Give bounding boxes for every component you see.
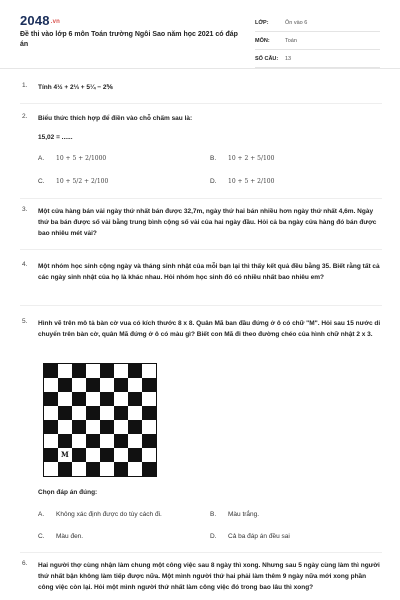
board-square: [58, 406, 72, 420]
header: [0, 0, 400, 68]
board-square: [44, 392, 58, 406]
board-square: [44, 420, 58, 434]
option-label: B.: [210, 155, 217, 162]
question-number: 1.: [22, 82, 28, 89]
board-square: [114, 462, 128, 476]
board-square: [72, 378, 86, 392]
board-square: [142, 378, 156, 392]
divider: [20, 198, 382, 199]
board-square: [100, 406, 114, 420]
question-number: 3.: [22, 206, 28, 213]
meta-table: [255, 14, 380, 68]
question-sub: Chọn đáp án đúng:: [38, 489, 98, 496]
board-square: [44, 406, 58, 420]
option-b[interactable]: [210, 155, 274, 162]
board-square: [114, 392, 128, 406]
board-square: [142, 406, 156, 420]
board-square: [58, 448, 72, 462]
option-text: 10 + 5/2 + 2/100: [56, 178, 109, 185]
board-square: [86, 364, 100, 378]
board-square: [44, 434, 58, 448]
logo-suffix: .vn: [50, 18, 61, 25]
meta-value: 13: [285, 55, 292, 62]
option-label: B.: [210, 511, 217, 518]
board-square: [128, 420, 142, 434]
board-square: [100, 462, 114, 476]
option-label: C.: [38, 533, 45, 540]
board-square: [114, 364, 128, 378]
question-text: Biểu thức thích hợp để điền vào chỗ chấm sau là:: [38, 115, 193, 122]
board-square: [86, 406, 100, 420]
option-c[interactable]: [38, 178, 108, 185]
site-logo[interactable]: [20, 13, 60, 28]
board-square: [58, 462, 72, 476]
question-text: Một cửa hàng bán vải ngày thứ nhất bán được 32,7m, ngày thứ hai bán nhiều hơn ngày thứ nhất 4,6m. Ngày thứ ba bán được số vải bằng trung bình cộng số vải của hai ngày đầu. Hỏi cả ba ngày cửa hàng đó bán được bao nhiêu mét vải?: [38, 208, 377, 237]
meta-key: MÔN:: [255, 37, 270, 44]
option-text: 10 + 5 + 2/100: [228, 178, 275, 185]
board-square: [72, 364, 86, 378]
board-square: [142, 448, 156, 462]
board-square: [128, 434, 142, 448]
meta-value: Ôn vào 6: [285, 19, 308, 26]
board-square: [128, 392, 142, 406]
divider: [20, 103, 382, 104]
logo-text: 2048: [20, 13, 50, 28]
board-square: [100, 448, 114, 462]
board-square: [72, 434, 86, 448]
option-d[interactable]: [210, 178, 274, 185]
question-sub: 15,02 = ......: [38, 134, 73, 141]
board-square: [72, 448, 86, 462]
board-square: [128, 364, 142, 378]
option-b[interactable]: [210, 511, 259, 518]
question-number: 6.: [22, 560, 28, 567]
board-square: [114, 406, 128, 420]
meta-key: LỚP:: [255, 19, 269, 26]
board-square: [128, 462, 142, 476]
divider: [20, 249, 382, 250]
board-square: [142, 420, 156, 434]
board-square: [58, 392, 72, 406]
board-square: [114, 420, 128, 434]
divider: [20, 305, 382, 306]
board-square: [72, 420, 86, 434]
option-label: C.: [38, 178, 45, 185]
board-square: [142, 462, 156, 476]
board-square: [100, 434, 114, 448]
board-square: [114, 378, 128, 392]
question-number: 2.: [22, 113, 28, 120]
board-square: [128, 406, 142, 420]
option-text: Không xác định được do tùy cách đi.: [56, 511, 162, 518]
board-square: [86, 462, 100, 476]
meta-row-subject: [255, 32, 380, 50]
board-square: [72, 406, 86, 420]
question-number: 5.: [22, 318, 28, 325]
board-square: [58, 378, 72, 392]
board-square: [44, 462, 58, 476]
board-square: [44, 448, 58, 462]
board-square: [128, 448, 142, 462]
board-square: [58, 434, 72, 448]
knight-marker: M: [61, 450, 69, 459]
board-square: [86, 420, 100, 434]
option-a[interactable]: [38, 155, 106, 162]
board-square: [58, 420, 72, 434]
option-label: A.: [38, 155, 45, 162]
board-square: [44, 364, 58, 378]
option-label: A.: [38, 511, 45, 518]
board-square: [142, 364, 156, 378]
board-square: [72, 392, 86, 406]
header-divider: [0, 68, 400, 69]
option-label: D.: [210, 533, 217, 540]
question-text: Hình vẽ trên mô tả bàn cờ vua có kích thước 8 x 8. Quân Mã ban đầu đứng ở ô có chữ "M". Hỏi sau 15 nước di chuyển trên bàn cờ, quân Mã đứng ở ô có màu gì? Biết con Mã đi theo đường chéo của hình chữ nhật 2 x 3.: [38, 320, 381, 338]
board-square: [44, 378, 58, 392]
board-square: [100, 378, 114, 392]
board-square: [100, 420, 114, 434]
question-text: Hai người thợ cùng nhận làm chung một công việc sau 8 ngày thì xong. Nhưng sau 5 ngày cùng làm thì người thứ nhất bận không làm tiếp được nữa. Một mình người thứ hai phải làm thêm 9 ngày nữa mới xong phần công việc còn lại. Hỏi một mình người thứ nhất làm công việc đó trong bao lâu thì xong?: [38, 562, 380, 591]
page-title: Đề thi vào lớp 6 môn Toán trường Ngôi Sao năm học 2021 có đáp án: [20, 31, 238, 48]
option-text: 10 + 5 + 2/1000: [56, 155, 107, 162]
board-square: [86, 378, 100, 392]
meta-row-class: [255, 14, 380, 32]
option-label: D.: [210, 178, 217, 185]
option-d[interactable]: [210, 533, 290, 540]
question-text: Một nhóm học sinh cộng ngày và tháng sinh nhật của mỗi bạn lại thì thấy kết quả đều bằng 35. Biết rằng tất cả các ngày sinh nhật của họ là khác nhau. Hỏi nhóm học sinh đó có nhiều nhất bao nhiêu em?: [38, 263, 380, 281]
option-c[interactable]: [38, 533, 83, 540]
board-square: [100, 364, 114, 378]
board-square: [86, 434, 100, 448]
board-square: [72, 462, 86, 476]
question-text: Tính 4½ + 2⅓ + 5¼ − 2⅚: [38, 84, 113, 91]
board-square: [100, 392, 114, 406]
question-number: 4.: [22, 261, 28, 268]
option-text: Màu trắng.: [228, 511, 260, 518]
chessboard-image: [43, 363, 157, 477]
board-square: [58, 364, 72, 378]
divider: [20, 552, 382, 553]
meta-row-count: [255, 50, 380, 68]
option-text: 10 + 2 + 5/100: [228, 155, 275, 162]
board-square: [128, 378, 142, 392]
option-text: Màu đen.: [56, 533, 84, 540]
option-a[interactable]: [38, 511, 162, 518]
option-text: Cả ba đáp án đều sai: [228, 533, 290, 540]
board-square: [86, 448, 100, 462]
board-square: [114, 434, 128, 448]
board-square: [142, 392, 156, 406]
board-square: [142, 434, 156, 448]
meta-value: Toán: [285, 37, 297, 44]
meta-key: SỐ CÂU:: [255, 55, 279, 62]
board-square: [86, 392, 100, 406]
board-square: [114, 448, 128, 462]
